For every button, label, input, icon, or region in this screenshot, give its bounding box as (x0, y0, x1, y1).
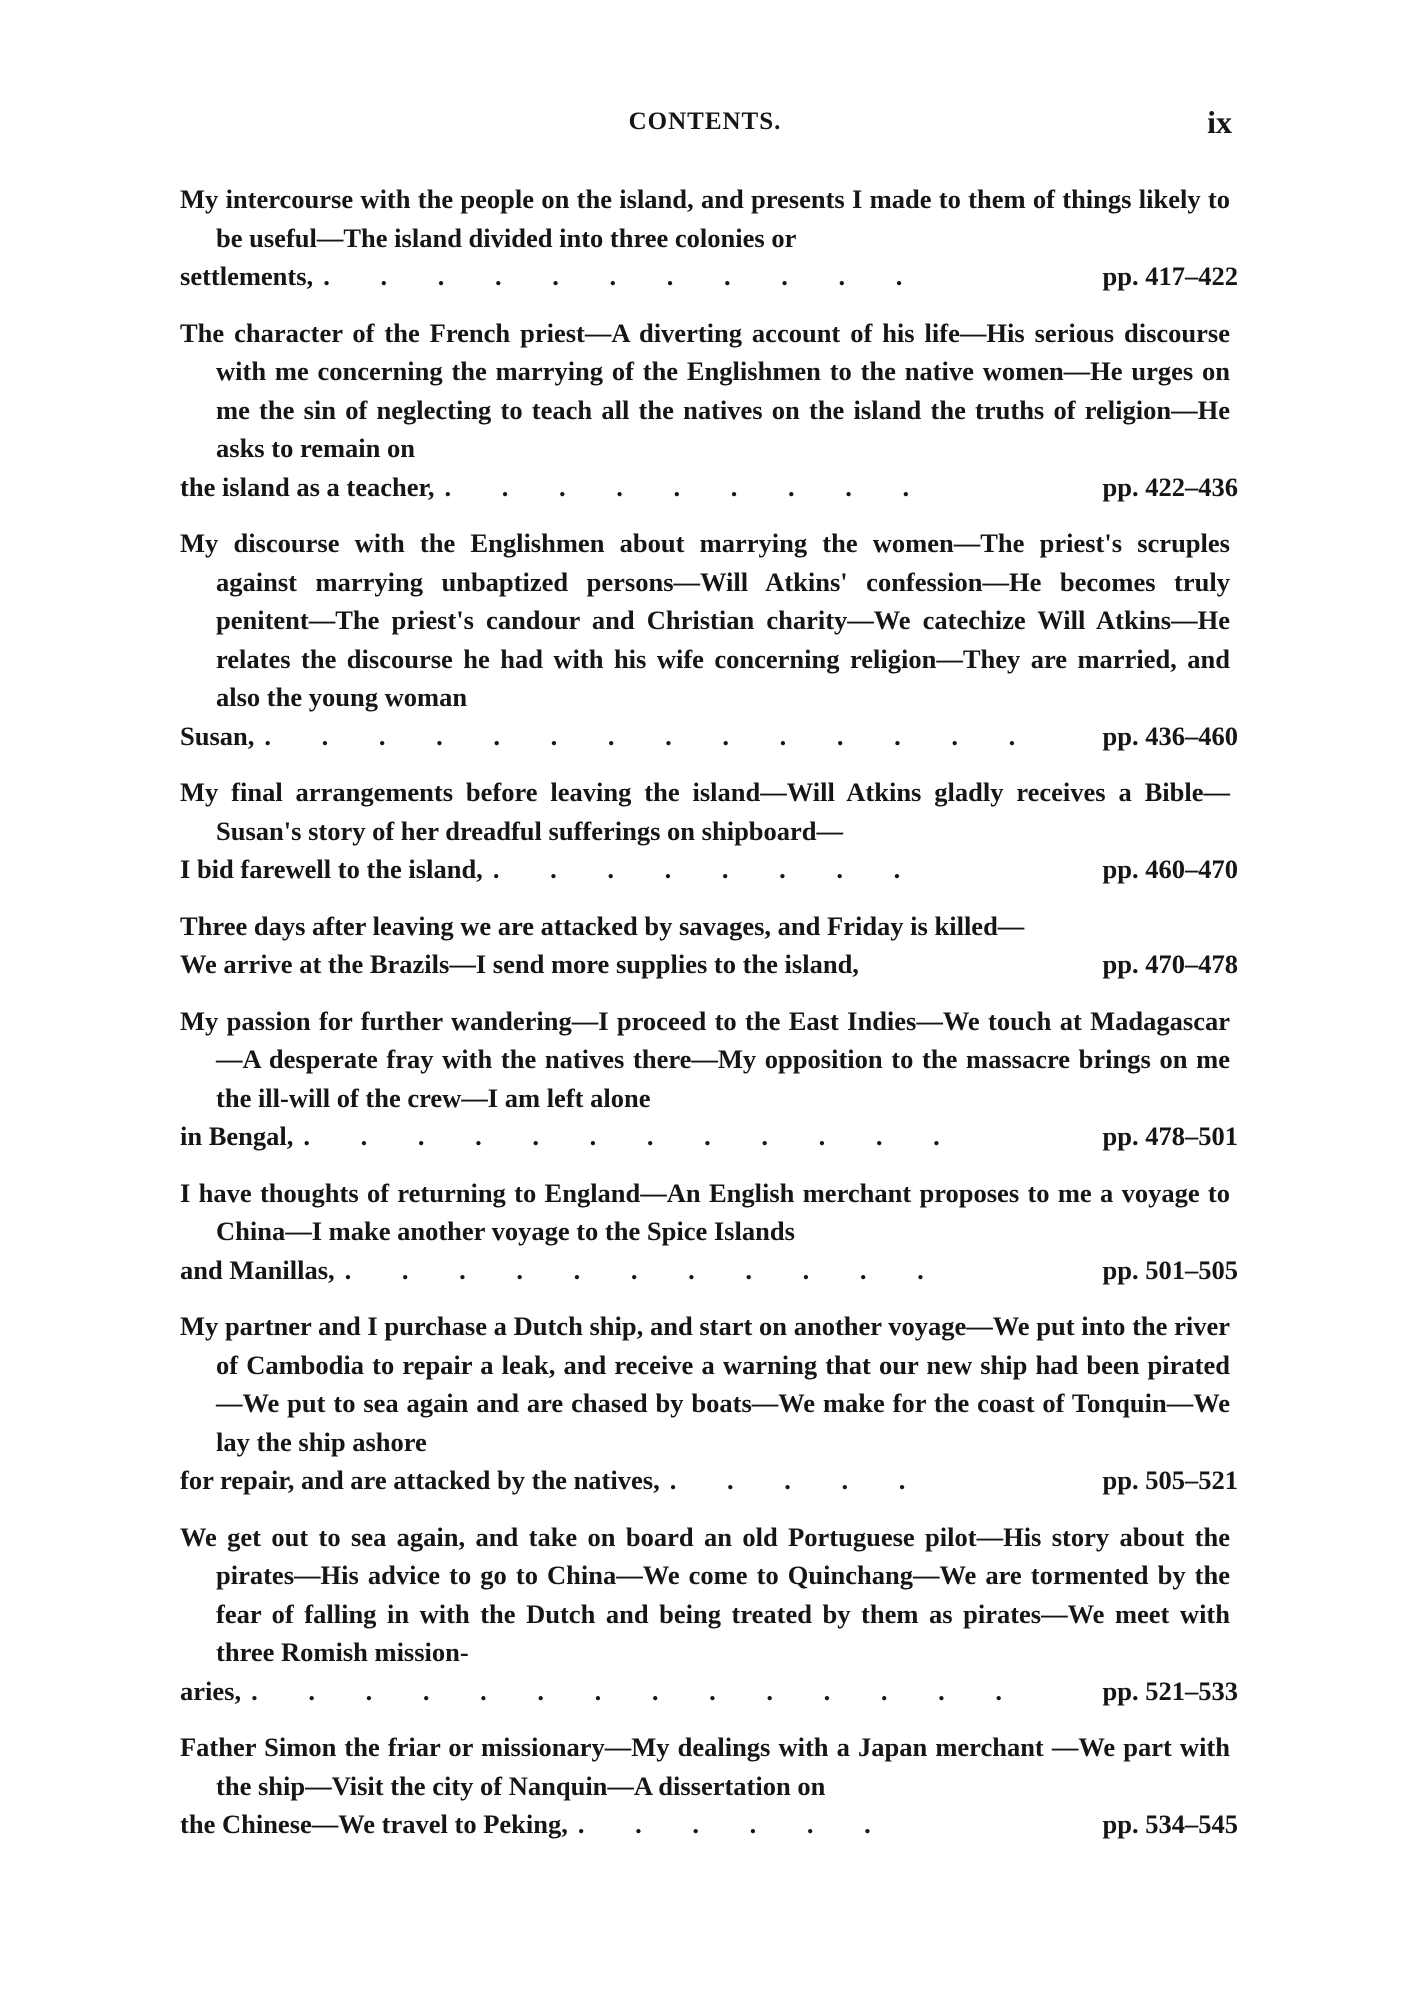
entry-last-text: I bid farewell to the island, (180, 854, 483, 884)
entry-leader-dots: . . . . . . (577, 1809, 893, 1839)
entry-last-line (180, 468, 1238, 507)
entry-leader-dots: . . . . . . . . . . . (323, 261, 925, 291)
entry-last-line (180, 1117, 1238, 1156)
entry-text: I have thoughts of returning to England—An English merchant proposes to me a voyage to China—I make another voyage to the Spice Islands (180, 1177, 1230, 1246)
entry-last-text: Susan, (180, 720, 255, 751)
entry-text: Three days after leaving we are attacked by savages, and Friday is killed— (180, 910, 1025, 941)
page-title: CONTENTS. (628, 108, 782, 135)
running-head (180, 104, 1232, 148)
contents-entry (180, 773, 1238, 889)
entry-page-range: pp. 422–436 (1102, 471, 1238, 502)
entry-last-text: We arrive at the Brazils—I send more supplies to the island, (180, 949, 859, 979)
entry-last-line (180, 257, 1238, 296)
entry-leader-dots: . . . . . (669, 1465, 928, 1495)
entry-text: My passion for further wandering—I proceed to the East Indies—We touch at Madagascar—A desperate fray with the natives there—My opposition to the massacre brings on me the ill-will of the crew—I am left alone (180, 1005, 1230, 1113)
entry-last-text: the island as a teacher, (180, 471, 435, 502)
entry-text: My intercourse with the people on the island, and presents I made to them of things likely to be useful—The island divided into three colonies or (180, 184, 1230, 253)
contents-entry (180, 1002, 1238, 1156)
entry-page-range: pp. 478–501 (1102, 1121, 1238, 1151)
entry-leader-dots: . . . . . . . . . . . . . . (251, 1675, 1024, 1706)
entry-leader-dots: . . . . . . . . . (444, 471, 932, 502)
entry-page-range: pp. 436–460 (1102, 720, 1238, 751)
entry-page-range: pp. 534–545 (1102, 1809, 1238, 1839)
entry-leader-dots: . . . . . . . . (492, 854, 923, 884)
entry-text: The character of the French priest—A diverting account of his life—His serious discourse with me concerning the marrying of the Englishmen to the native women—He urges on me the sin of neglecting to teach all the natives on the island the truths of religion—He asks to remain on (180, 317, 1230, 463)
entry-page-range: pp. 417–422 (1102, 261, 1238, 291)
entry-last-line (180, 717, 1238, 756)
contents-entry (180, 1518, 1238, 1711)
entry-page-range: pp. 521–533 (1102, 1675, 1238, 1706)
entry-leader-dots: . . . . . . . . . . . (344, 1254, 946, 1285)
entry-last-text: and Manillas, (180, 1254, 335, 1285)
entry-leader-dots: . . . . . . . . . . . . . . (264, 720, 1038, 751)
contents-list (180, 180, 1238, 1862)
entry-last-text: the Chinese—We travel to Peking, (180, 1809, 568, 1839)
entry-last-line (180, 1672, 1238, 1711)
entry-page-range: pp. 470–478 (1102, 949, 1238, 979)
entry-last-line (180, 1805, 1238, 1844)
entry-text: My partner and I purchase a Dutch ship, and start on another voyage—We put into the river of Cambodia to repair a leak, and receive a warning that our new ship had been pirated—We put to sea again and are chased by boats—We make for the coast of Tonquin—We lay the ship ashore (180, 1311, 1230, 1457)
entry-last-line (180, 945, 1238, 984)
entry-page-range: pp. 501–505 (1102, 1254, 1238, 1285)
entry-page-range: pp. 505–521 (1102, 1465, 1238, 1495)
page-number: ix (1207, 104, 1232, 140)
contents-entry (180, 180, 1238, 296)
entry-leader-dots: . . . . . . . . . . . . (303, 1121, 962, 1151)
entry-last-text: aries, (180, 1675, 242, 1706)
contents-entry (180, 524, 1238, 755)
entry-last-text: settlements, (180, 261, 314, 291)
entry-text: Father Simon the friar or missionary—My dealings with a Japan merchant —We part with the ship—Visit the city of Nanquin—A dissertation on (180, 1732, 1230, 1801)
contents-entry (180, 1307, 1238, 1500)
entry-last-text: for repair, and are attacked by the natives, (180, 1465, 660, 1495)
entry-page-range: pp. 460–470 (1102, 854, 1238, 884)
contents-entry (180, 314, 1238, 507)
entry-last-line (180, 850, 1238, 889)
contents-entry (180, 907, 1238, 984)
entry-text: My discourse with the Englishmen about marrying the women—The priest's scruples against marrying unbaptized persons—Will Atkins' confession—He becomes truly penitent—The priest's candour and Christian charity—We catechize Will Atkins—He relates the discourse he had with his wife concerning religion—They are married, and also the young woman (180, 528, 1230, 712)
entry-text: My final arrangements before leaving the island—Will Atkins gladly receives a Bible—Susan's story of her dreadful sufferings on shipboard— (180, 777, 1230, 846)
entry-last-line (180, 1251, 1238, 1290)
contents-entry (180, 1174, 1238, 1290)
entry-last-line (180, 1461, 1238, 1500)
entry-last-text: in Bengal, (180, 1121, 294, 1151)
contents-entry (180, 1728, 1238, 1844)
entry-text: We get out to sea again, and take on board an old Portuguese pilot—His story about the pirates—His advice to go to China—We come to Quinchang—We are tormented by the fear of falling in with the Dutch and being treated by them as pirates—We meet with three Romish mission- (180, 1521, 1230, 1667)
